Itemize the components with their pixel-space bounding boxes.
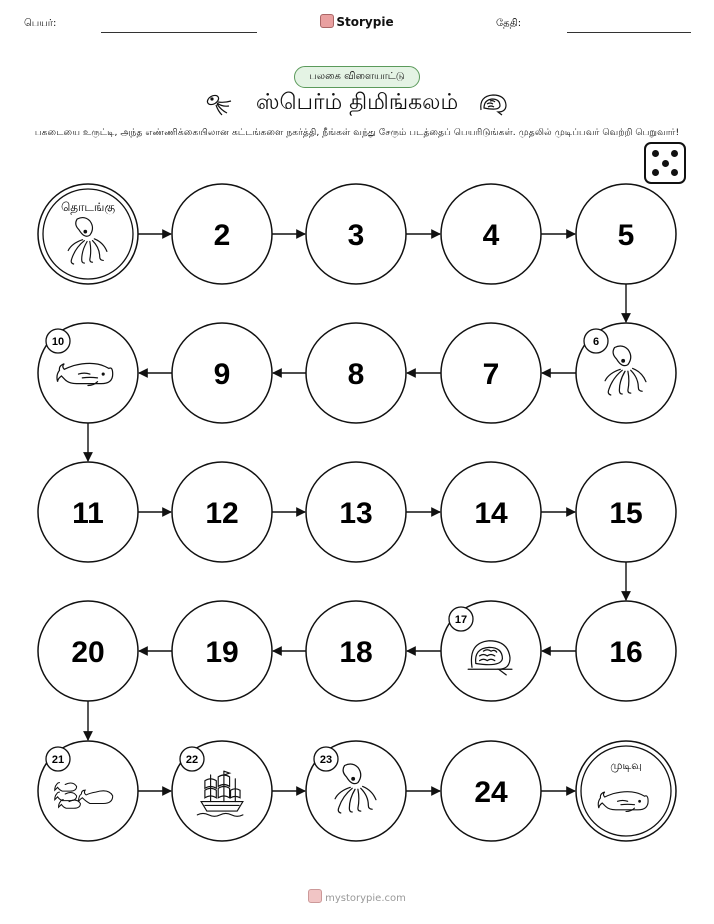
finish-label: முடிவு — [610, 759, 642, 772]
name-label: பெயர்: — [24, 18, 57, 29]
board-space-7 — [441, 323, 541, 423]
board-space-10 — [38, 323, 138, 423]
space-number: 23 — [319, 754, 333, 766]
space-number: 4 — [482, 219, 500, 252]
board-space-8 — [306, 323, 406, 423]
instructions: பகடையை உருட்டி, அந்த எண்ணிக்கையிலான கட்டங்களை நகர்த்தி, நீங்கள் வந்து சேரும் படத்தைப் பெயரிடுங்கள். முதலில் முடிப்பவர் வெற்றி பெறுவார்! — [34, 127, 680, 138]
board-space-25 — [576, 741, 676, 841]
board-space-23 — [306, 741, 406, 841]
space-number: 19 — [205, 636, 239, 669]
board-space-12 — [172, 462, 272, 562]
board-space-1 — [38, 184, 138, 284]
space-number: 5 — [617, 219, 635, 252]
date-label: தேதி: — [496, 18, 522, 29]
board-space-17 — [441, 601, 541, 701]
space-number: 11 — [72, 497, 104, 530]
space-number: 13 — [339, 497, 373, 530]
board-space-20 — [38, 601, 138, 701]
space-number: 8 — [347, 358, 365, 391]
board-space-14 — [441, 462, 541, 562]
start-label: தொடங்கு — [60, 200, 116, 214]
board-space-24 — [441, 741, 541, 841]
space-number: 12 — [205, 497, 239, 530]
board-space-19 — [172, 601, 272, 701]
board-space-5 — [576, 184, 676, 284]
board-space-2 — [172, 184, 272, 284]
storypie-logo-icon — [308, 889, 322, 903]
board-space-15 — [576, 462, 676, 562]
board-space-6 — [576, 323, 676, 423]
footer-url[interactable]: mystorypie.com — [325, 893, 406, 904]
space-number: 9 — [213, 358, 231, 391]
board-game-badge: பலகை விளையாட்டு — [294, 66, 420, 88]
space-number: 10 — [51, 336, 65, 348]
board-space-3 — [306, 184, 406, 284]
space-number: 21 — [51, 754, 65, 766]
board-space-22 — [172, 741, 272, 841]
space-number: 2 — [213, 219, 231, 252]
board-space-21 — [38, 741, 138, 841]
brand-name: Storypie — [336, 15, 394, 29]
space-number: 15 — [609, 497, 643, 530]
board-space-16 — [576, 601, 676, 701]
space-number: 20 — [71, 636, 105, 669]
page-title: ஸ்பெர்ம் திமிங்கலம் — [255, 90, 459, 115]
space-number: 22 — [185, 754, 199, 766]
footer — [0, 889, 714, 904]
space-number: 24 — [474, 776, 508, 809]
space-number: 7 — [482, 358, 500, 391]
board-space-9 — [172, 323, 272, 423]
space-number: 3 — [347, 219, 365, 252]
space-number: 16 — [609, 636, 643, 669]
space-number: 14 — [474, 497, 508, 530]
space-number: 6 — [592, 336, 600, 348]
space-number: 18 — [339, 636, 373, 669]
board-space-11 — [38, 462, 138, 562]
board-space-4 — [441, 184, 541, 284]
board-space-18 — [306, 601, 406, 701]
board-space-13 — [306, 462, 406, 562]
space-number: 17 — [454, 614, 468, 626]
